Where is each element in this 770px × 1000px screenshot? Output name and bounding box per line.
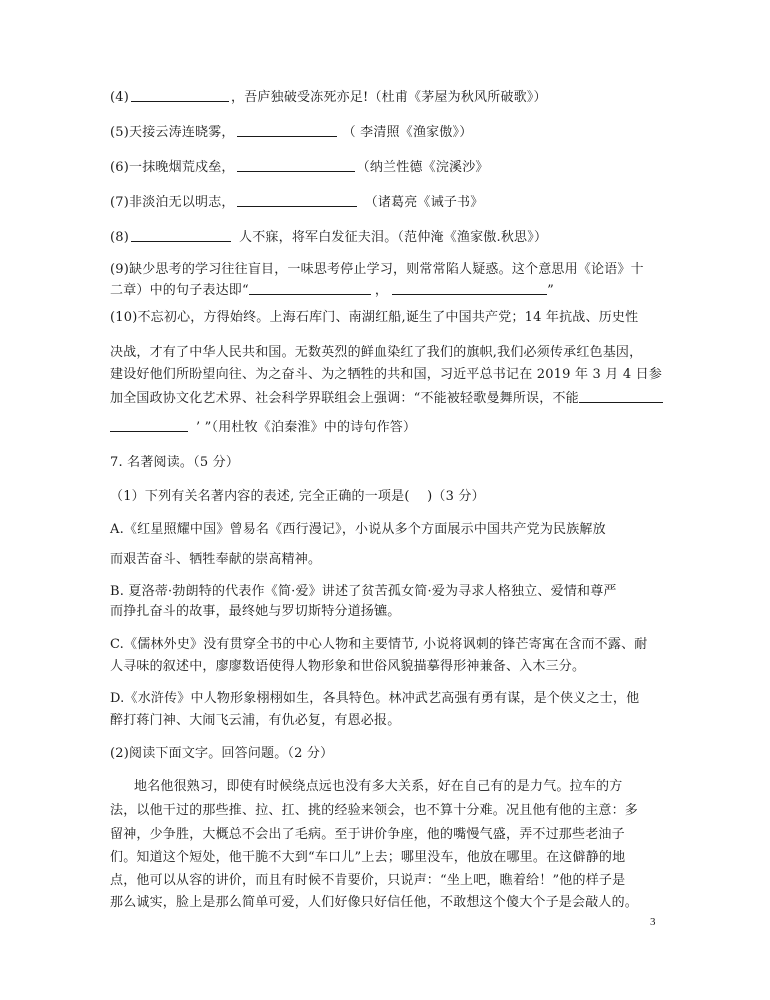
passage-line-4: 们。知道这个短处，他干脆不大到“车口儿”上去；哪里没车，他放在哪里。在这僻静的地 [110,850,626,865]
answer-blank[interactable] [392,281,547,295]
passage-line-3: 留神，少争胜，大概总不会出了毛病。至于讲价争座，他的嘴慢气盛，弄不过那些老油子 [110,827,625,842]
line-text: ， [374,283,389,298]
option-b-line-2[interactable]: 而挣扎奋斗的故事，最终她与罗切斯特分道扬镳。 [110,604,401,619]
question-7-1-prompt: （1）下列有关名著内容的表述, 完全正确的一项是( )（3 分） [110,489,485,504]
line-text: 二章）中的句子表达即“ [110,283,249,298]
question-6-item-10-line-3: 建设好他们所盼望向往、为之奋斗、为之牺牲的共和国，习近平总书记在 2019 年 3 月 4 日参 [110,367,663,382]
option-d-line-2[interactable]: 醉打蒋门神、大闹飞云浦，有仇必复，有恩必报。 [110,713,401,728]
question-7-2-prompt: (2)阅读下面文字。回答问题。（2 分） [110,746,334,761]
passage-line-5: 点，他可以从容的讲价，而且有时候不肯要价，只说声：“坐上吧，瞧着给！”他的样子是 [110,873,626,888]
line-text: （ 李清照《渔家傲》） [342,125,473,140]
question-6-item-9-line-1: (9)缺少思考的学习往往盲目，一味思考停止学习，则常常陷人疑惑。这个意思用《论语》十 [110,262,644,277]
question-7-heading: 7. 名著阅读。（5 分） [110,455,240,470]
option-a-line-2[interactable]: 而艰苦奋斗、牺牲奉献的崇高精神。 [110,552,322,567]
line-text: 加全国政协文化艺术界、社会科学界联组会上强调：“不能被轻歌曼舞所误，不能 [110,391,579,406]
question-6-item-10-line-2: 决战，才有了中华人民共和国。无数英烈的鲜血染红了我们的旗帜,我们必须传承红色基因， [110,345,643,360]
question-6-item-10-line-4 [110,389,663,407]
answer-blank[interactable] [249,281,371,295]
line-text: (5)天接云涛连晓雾， [110,125,235,140]
question-6-item-10-line-1: (10)不忘初心，方得始终。上海石库门、南湖红船,诞生了中国共产党；14 年抗战、历史性 [110,310,639,325]
option-d-line-1[interactable]: D.《水浒传》中人物形象栩栩如生，各具特色。林冲武艺高强有勇有谋，是个侠义之士，他 [110,691,640,706]
line-text: ，吾庐独破受冻死亦足!（杜甫《茅屋为秋风所破歌》） [231,90,547,105]
line-text: ’ ”（用杜牧《泊秦淮》中的诗句作答） [196,420,417,435]
page-number: 3 [650,916,656,928]
answer-blank[interactable] [237,193,357,207]
line-text: 人不寐，将军白发征夫泪。（范仲淹《渔家傲.秋思》） [239,230,548,245]
question-6-item-6 [110,158,489,176]
line-text: （诸葛亮《诫子书》 [364,195,484,210]
line-text: （纳兰性德《浣溪沙》 [356,160,489,175]
option-a-line-1[interactable]: A.《红星照耀中国》曾易名《西行漫记》，小说从多个方面展示中国共产党为民族解放 [110,522,606,537]
item-number: (4) [110,90,130,105]
answer-blank[interactable] [237,158,355,172]
answer-blank[interactable] [579,389,663,403]
item-number: (8) [110,230,130,245]
option-c-line-1[interactable]: C.《儒林外史》没有贯穿全书的中心人物和主要情节, 小说将讽刺的锋芒寄寓在含而不露、耐 [110,637,648,652]
answer-blank[interactable] [131,88,229,102]
answer-blank[interactable] [131,228,231,242]
passage-line-2: 法，以他干过的那些推、拉、扛、挑的经验来领会，也不算十分难。况且他有他的主意：多 [110,803,639,818]
answer-blank[interactable] [110,418,188,432]
question-6-item-7 [110,193,483,211]
line-text: (6)一抹晚烟荒戍垒， [110,160,235,175]
passage-line-1: 地名他很熟习，即使有时候绕点远也没有多大关系，好在自己有的是力气。拉车的方 [134,779,623,794]
question-6-item-4 [110,88,547,106]
question-6-item-10-line-5 [110,418,416,436]
option-b-line-1[interactable]: B. 夏洛蒂·勃朗特的代表作《简·爱》讲述了贫苦孤女简·爱为寻求人格独立、爱情和尊严 [110,584,617,599]
option-c-line-2[interactable]: 人寻味的叙述中，廖廖数语使得人物形象和世俗风貌描摹得形神兼备、入木三分。 [110,659,586,674]
answer-blank[interactable] [237,123,337,137]
question-6-item-8 [110,228,547,246]
question-6-item-5 [110,123,472,141]
line-text: ” [547,283,554,298]
question-6-item-9-line-2 [110,281,554,299]
line-text: (7)非淡泊无以明志， [110,195,235,210]
passage-line-6: 那么诚实，脸上是那么简单可爱，人们好像只好信任他，不敢想这个傻大个子是会敲人的。 [110,895,639,910]
